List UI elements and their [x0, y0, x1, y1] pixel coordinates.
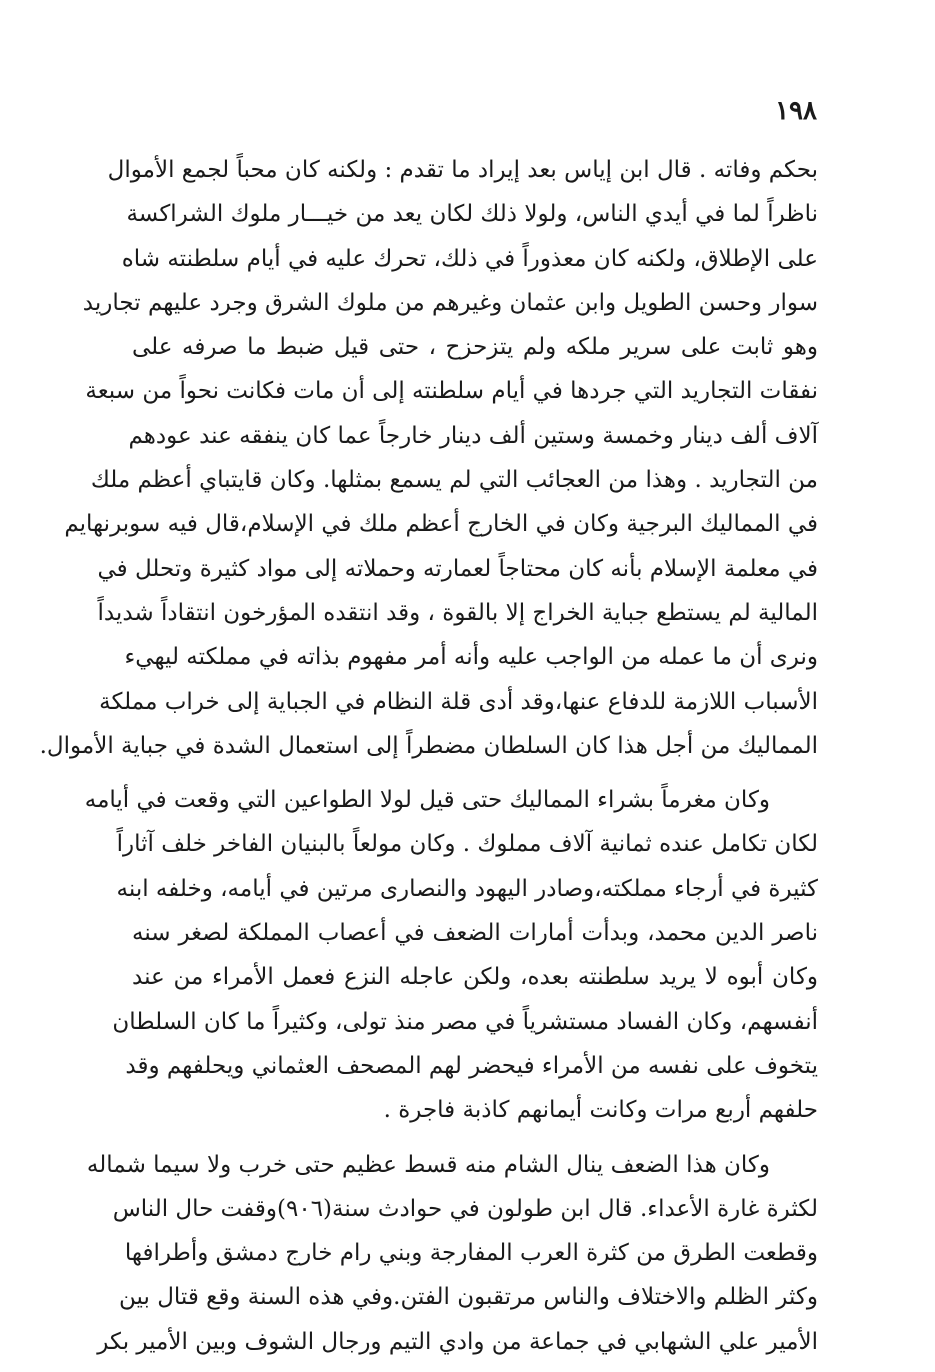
text-line: في معلمة الإسلام بأنه كان محتاجاً لعمارته وحملاته إلى مواد كثيرة وتحلل في [97, 555, 818, 582]
text-line: ونرى أن ما عمله من الواجب عليه وأنه أمر مفهوم بذاته في مملكته ليهيء [124, 644, 818, 671]
text-line: من التجاريد . وهذا من العجائب التي لم يسمع بمثلها. وكان قايتباي أعظم ملك [90, 467, 818, 494]
text-line: على الإطلاق، ولكنه كان معذوراً في ذلك، تحرك عليه في أيام سلطنته شاه [121, 245, 818, 272]
text-line: ناصر الدين محمد، وبدأت أمارات الضعف في أعصاب المملكة لصغر سنه [132, 920, 818, 947]
text-line: كثيرة في أرجاء مملكته،وصادر اليهود والنصارى مرتين في أيامه، وخلفه ابنه [116, 875, 818, 902]
paragraph [39, 148, 818, 768]
text-line: في المماليك البرجية وكان في الخارج أعظم ملك في الإسلام،قال فيه سوبرنهايم [64, 511, 818, 538]
paragraph [86, 1143, 818, 1364]
text-line: وكان مغرماً بشراء المماليك حتى قيل لولا الطواعين التي وقعت في أيامه [84, 787, 770, 814]
paragraph-spacer [132, 1133, 818, 1143]
text-line: لكان تكامل عنده ثمانية آلاف مملوك . وكان مولعاً بالبنيان الفاخر خلف آثاراً [116, 831, 818, 858]
text-line: وقطعت الطرق من كثرة العرب المفارجة وبني رام خارج دمشق وأطرافها [124, 1240, 818, 1267]
text-line: لكثرة غارة الأعداء. قال ابن طولون في حوادث سنة(٩٠٦)وقفت حال الناس [112, 1195, 818, 1222]
text-line: أنفسهم، وكان الفساد مستشرياً في مصر منذ تولى، وكثيراً ما كان السلطان [112, 1008, 818, 1035]
page-number: ١٩٨ [775, 96, 817, 126]
text-line: الأسباب اللازمة للدفاع عنها،وقد أدى قلة النظام في الجباية إلى خراب مملكة [99, 688, 818, 715]
text-line: بحكم وفاته . قال ابن إياس بعد إيراد ما تقدم : ولكنه كان محباً لجمع الأموال [107, 157, 818, 183]
text-line: وكان هذا الضعف ينال الشام منه قسط عظيم حتى خرب ولا سيما شماله [86, 1151, 770, 1178]
text-line: آلاف ألف دينار وخمسة وستين ألف دينار خارجاً عما كان ينفقه عند عودهم [128, 422, 818, 449]
text-line: وهو ثابت على سرير ملكه ولم يتزحزح ، حتى قيل ضبط ما صرفه على [132, 334, 818, 361]
text-line: الأمير علي الشهابي في جماعة من وادي التيم ورجال الشوف وبين الأمير بكر [97, 1328, 818, 1355]
body-text [39, 148, 818, 1364]
paragraph-spacer [132, 768, 818, 778]
text-line: سوار وحسن الطويل وابن عثمان وغيرهم من ملوك الشرق وجرد عليهم تجاريد [82, 289, 818, 316]
text-line: وكان أبوه لا يريد سلطنته بعده، ولكن عاجله النزع فعمل الأمراء من عند [132, 964, 818, 991]
text-line: نفقات التجاريد التي جردها في أيام سلطنته إلى أن مات فكانت نحواً من سبعة [85, 378, 818, 405]
text-line: حلفهم أربع مرات وكانت أيمانهم كاذبة فاجرة . [383, 1097, 818, 1124]
text-line: يتخوف على نفسه من الأمراء فيحضر لهم المصحف العثماني ويحلفهم وقد [125, 1052, 818, 1079]
text-line: وكثر الظلم والاختلاف والناس مرتقبون الفتن.وفي هذه السنة وقع قتال بين [119, 1284, 818, 1311]
text-line: المماليك من أجل هذا كان السلطان مضطراً إلى استعمال الشدة في جباية الأموال. [39, 732, 818, 759]
text-line: المالية لم يستطع جباية الخراج إلا بالقوة ، وقد انتقده المؤرخون انتقاداً شديداً [97, 599, 818, 626]
text-line: ناظراً لما في أيدي الناس، ولولا ذلك لكان يعد من خيـــار ملوك الشراكسة [126, 201, 818, 228]
paragraph [84, 778, 818, 1132]
